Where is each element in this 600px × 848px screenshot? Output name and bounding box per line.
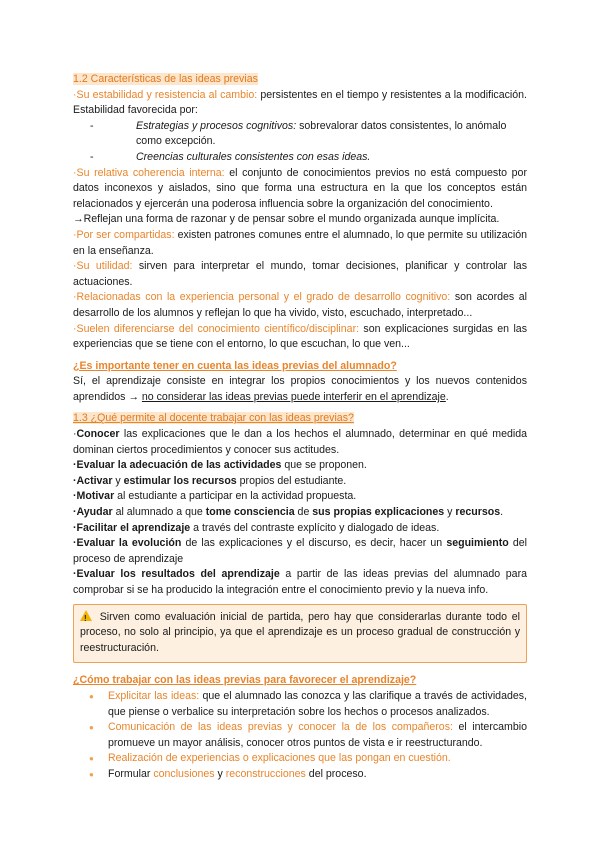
- motivar-bold: ·Motivar: [73, 490, 115, 503]
- importante-end: .: [445, 390, 449, 403]
- activar-item: [73, 474, 527, 490]
- conocer-item: [73, 427, 527, 458]
- motivar-item: [73, 489, 527, 505]
- explicitar-text: que el alumnado las conozca y las clarifique a través de actividades, que piense o verbalice su interpretación sobre los hechos o procesos analizados.: [108, 689, 527, 718]
- ayudar-item: [73, 505, 527, 521]
- evaluar-evolucion-item: [73, 536, 527, 567]
- list-item: [73, 767, 527, 783]
- ayudar-text-3: y: [444, 506, 456, 519]
- comunicacion-label: Comunicación de las ideas previas y conocer la de los compañeros:: [108, 721, 453, 734]
- facilitar-text: a través del contraste explícito y dialogado de ideas.: [190, 521, 440, 534]
- estrategias-label: Estrategias y procesos cognitivos:: [136, 119, 297, 132]
- diferenciarse-label: ·Suelen diferenciarse del conocimiento científico/disciplinar:: [73, 322, 360, 335]
- evaluar-resultados-bold: ·Evaluar los resultados del aprendizaje: [73, 568, 280, 581]
- utilidad-paragraph: [73, 259, 527, 290]
- seguimiento-bold: seguimiento: [446, 537, 509, 550]
- compartidas-text: existen patrones comunes entre el alumnado, lo que permite su utilización en la enseñanza.: [73, 228, 527, 257]
- evaluar-adecuacion-bold: ·Evaluar la adecuación de las actividades: [73, 459, 282, 472]
- formular-end: del proceso.: [305, 767, 367, 780]
- list-item: [73, 720, 527, 751]
- recursos-bold: recursos: [455, 506, 501, 519]
- facilitar-bold: ·Facilitar el aprendizaje: [73, 521, 191, 534]
- evaluar-resultados-text: a partir de las ideas previas del alumnado para comprobar si se ha producido la integración entre el conocimiento previo y la nueva info.: [73, 568, 527, 596]
- warning-icon: [80, 610, 92, 621]
- warning-text: Sirven como evaluación inicial de partida, pero hay que considerarlas durante todo el proceso, no solo al principio, ya que el aprendizaje es un proceso gradual de construcción y reestructuración.: [80, 610, 520, 654]
- compartidas-paragraph: [73, 228, 527, 259]
- estabilidad-label: ·Su estabilidad y resistencia al cambio:: [73, 88, 258, 101]
- estabilidad-text: persistentes en el tiempo y resistentes a la modificación. Estabilidad favorecida por:: [73, 88, 528, 117]
- coherencia-text: el conjunto de conocimientos previos no está compuesto por datos inconexos y aislados, sino que forma una estructura en la que los conceptos están relacionados y ejercerán una poderosa influencia sobre la organización del conocimiento.: [73, 166, 527, 210]
- list-item: [73, 689, 527, 720]
- ayudar-bold: ·Ayudar: [73, 506, 113, 519]
- facilitar-item: [73, 521, 527, 537]
- ayudar-text-4: .: [500, 506, 504, 519]
- reconstrucciones-text: reconstrucciones: [225, 767, 306, 780]
- diferenciarse-text: son explicaciones surgidas en las experiencias que se tiene con el entorno, lo que escuchan, lo que ven...: [73, 322, 527, 351]
- activar-bold: ·Activar: [73, 474, 113, 487]
- evaluar-resultados-item: [73, 567, 527, 598]
- motivar-text: al estudiante a participar en la actividad propuesta.: [114, 490, 357, 503]
- comunicacion-text: el intercambio promueve un mayor análisis, conocer otros puntos de vista e ir reestructurando.: [108, 721, 527, 749]
- importante-paragraph: [73, 374, 527, 405]
- formular-text: Formular: [108, 767, 154, 780]
- utilidad-text: sirven para interpretar el mundo, tomar decisiones, planificar y controlar las actuaciones.: [73, 260, 527, 288]
- document-page: [73, 72, 527, 783]
- coherencia-arrow-line: →Reflejan una forma de razonar y de pensar sobre el mundo organizada aunque implícita.: [73, 213, 500, 226]
- explicaciones-bold: sus propias explicaciones: [312, 506, 445, 519]
- estrategias-text: sobrevalorar datos consistentes, lo anómalo como excepción.: [136, 119, 507, 148]
- ayudar-text-2: de: [294, 506, 313, 519]
- conocer-bullet: ·: [73, 428, 77, 441]
- creencias-text: Creencias culturales consistentes con esas ideas.: [136, 150, 371, 163]
- dash-bullet: -: [90, 150, 94, 163]
- section-1-3-title: [73, 411, 527, 427]
- conocer-bold: Conocer: [76, 428, 120, 441]
- importante-heading: ¿Es importante tener en cuenta las ideas previas del alumnado?: [73, 359, 397, 372]
- conocer-text: las explicaciones que le dan a los hechos el alumnado, determinar en qué medida dominan ciertos procedimientos y conocer sus actitudes.: [73, 428, 527, 456]
- relacionadas-paragraph: [73, 290, 527, 321]
- utilidad-label: ·Su utilidad:: [73, 260, 133, 273]
- diferenciarse-paragraph: [73, 322, 527, 353]
- importante-text: Sí, el aprendizaje consiste en integrar los propios conocimientos y los nuevos contenidos aprendidos →: [73, 375, 527, 403]
- evaluar-adecuacion-text: que se proponen.: [281, 459, 367, 472]
- estabilidad-paragraph: [73, 88, 527, 119]
- evaluar-adecuacion-item: [73, 458, 527, 474]
- activar-text: y: [112, 474, 124, 487]
- dash-bullet: -: [90, 119, 94, 132]
- ayudar-text-1: al alumnado a que: [112, 506, 206, 519]
- importante-underlined: no considerar las ideas previas puede interferir en el aprendizaje: [141, 390, 446, 403]
- section-1-3-title-text: 1.3 ¿Qué permite al docente trabajar con las ideas previas?: [73, 412, 354, 425]
- formular-y: y: [214, 767, 226, 780]
- estrategias-bullet: [73, 119, 527, 150]
- list-item: [73, 751, 527, 767]
- evaluar-evolucion-text-end: del proceso de aprendizaje: [73, 537, 527, 565]
- evaluar-evolucion-text: de las explicaciones y el discurso, es decir, hacer un: [181, 537, 447, 550]
- explicitar-label: Explicitar las ideas:: [108, 689, 200, 702]
- coherencia-label: ·Su relativa coherencia interna:: [73, 166, 225, 179]
- coherencia-paragraph: [73, 166, 527, 213]
- estimular-bold: estimular los recursos: [123, 474, 237, 487]
- trabajar-list: [73, 689, 527, 783]
- realizacion-label: Realización de experiencias o explicaciones que las pongan en cuestión.: [108, 752, 451, 765]
- activar-text-end: propios del estudiante.: [236, 474, 347, 487]
- consciencia-bold: tome consciencia: [205, 506, 295, 519]
- compartidas-label: ·Por ser compartidas:: [73, 228, 175, 241]
- creencias-bullet: [73, 150, 527, 166]
- relacionadas-text: son acordes al desarrollo de los alumnos y reflejan lo que ha vivido, visto, escuchado, interpretado...: [73, 291, 527, 319]
- section-1-2-title: 1.2 Características de las ideas previas: [73, 73, 258, 85]
- conclusiones-text: conclusiones: [153, 767, 215, 780]
- warning-callout: [73, 604, 527, 664]
- evaluar-evolucion-bold: ·Evaluar la evolución: [73, 537, 182, 550]
- trabajar-heading: ¿Cómo trabajar con las ideas previas para favorecer el aprendizaje?: [73, 674, 417, 687]
- relacionadas-label: ·Relacionadas con la experiencia personal y el grado de desarrollo cognitivo:: [73, 291, 451, 304]
